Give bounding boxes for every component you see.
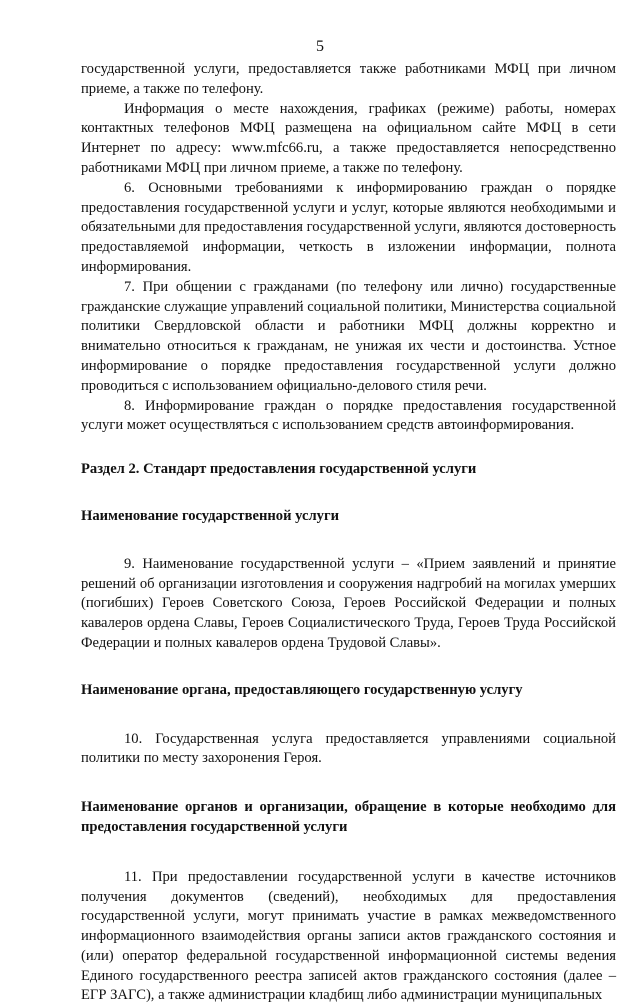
document-body <box>81 60 616 1006</box>
paragraph-9: 9. Наименование государственной услуги – «Прием заявлений и принятие решений об организации изготовления и сооружения надгробий на могилах умерших (погибших) Героев Советского Союза, Героев Российской Федерации и полных кавалеров ордена Славы, Героев Социалистического Труда, Героев Труда Российской Федерации и полных кавалеров ордена Трудовой Славы». <box>81 555 616 651</box>
service-name-heading: Наименование государственной услуги <box>81 507 339 524</box>
paragraph-6: 6. Основными требованиями к информированию граждан о порядке предоставления государственной услуги и услуг, которые являются необходимыми и обязательными для предоставления государственной услуги, являются достоверность предоставляемой информации, четкость в изложении информации, полнота информирования. <box>81 179 616 275</box>
page-number: 5 <box>316 38 324 55</box>
paragraph-11: 11. При предоставлении государственной услуги в качестве источников получения документов (сведений), необходимых для предоставления государственной услуги, могут принимать участие в рамках межведомственного информационного взаимодействия органы записи актов гражданского состояния и (или) оператор федеральной государственной информационной системы ведения Единого государственного реестра записей актов гражданского состояния (далее – ЕГР ЗАГС), а также администрации кладбищ либо администрации муниципальных <box>81 868 616 1004</box>
section-2-heading: Раздел 2. Стандарт предоставления государственной услуги <box>81 461 477 478</box>
authority-name-heading: Наименование органа, предоставляющего государственную услугу <box>81 681 523 698</box>
paragraph-7: 7. При общении с гражданами (по телефону или лично) государственные гражданские служащие управлений социальной политики, Министерства социальной политики Свердловской области и работники МФЦ должны корректно и внимательно относиться к гражданам, не унижая их чести и достоинства. Устное информирование о порядке предоставления государственной услуги должно проводиться с использованием официально-делового стиля речи. <box>81 278 616 394</box>
paragraph-mfc-info: Информация о месте нахождения, графиках (режиме) работы, номерах контактных телефонов МФЦ размещена на официальном сайте МФЦ в сети Интернет по адресу: www.mfc66.ru, а также предоставляется непосредственно работниками МФЦ при личном приеме, а также по телефону. <box>81 100 616 176</box>
paragraph-continuation: государственной услуги, предоставляется также работниками МФЦ при личном приеме, а также по телефону. <box>81 61 616 97</box>
bodies-name-heading: Наименование органов и организации, обращение в которые необходимо для предоставления государственной услуги <box>81 799 616 835</box>
paragraph-10: 10. Государственная услуга предоставляется управлениями социальной политики по месту захоронения Героя. <box>81 730 616 767</box>
paragraph-8: 8. Информирование граждан о порядке предоставления государственной услуги может осуществляться с использованием средств автоинформирования. <box>81 397 616 434</box>
